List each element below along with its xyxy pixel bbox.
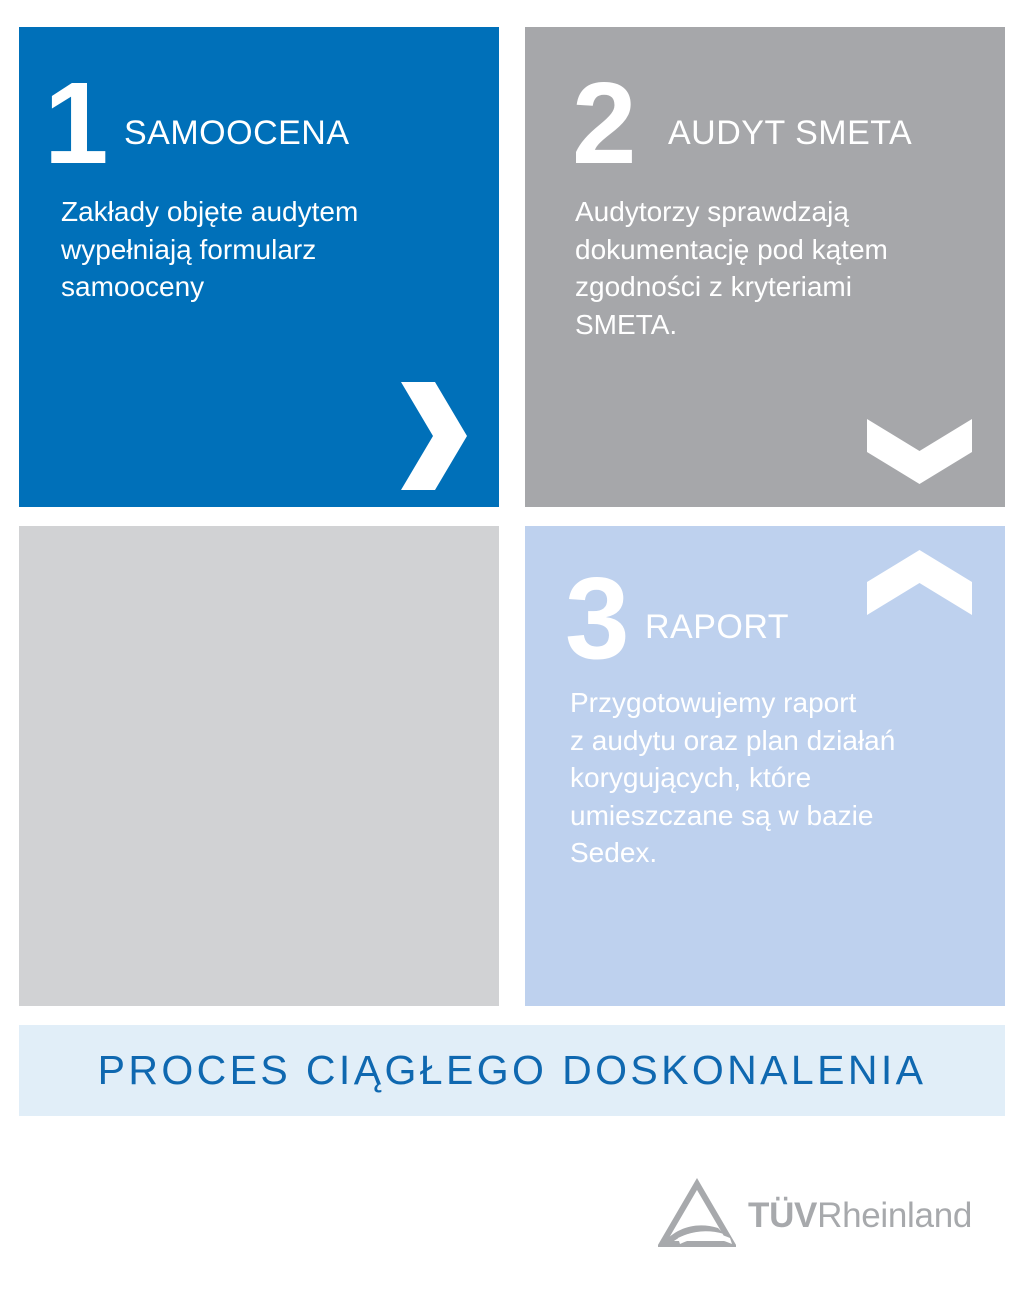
step-1-tile — [19, 27, 499, 507]
continuous-improvement-banner — [19, 1025, 1005, 1116]
step-description — [61, 193, 358, 306]
step-description-line: z audytu oraz plan działań — [570, 724, 896, 756]
step-description-line: zgodności z kryteriami — [575, 271, 852, 302]
chevron-up-icon — [867, 550, 972, 615]
step-number: 3 — [565, 553, 630, 683]
step-3-tile — [525, 526, 1005, 1006]
logo-brand-bold: TÜV — [748, 1196, 818, 1235]
step-description-line: Zakłady objęte audytem — [61, 196, 359, 227]
empty-tile — [19, 526, 499, 1006]
logo-brand-regular: Rheinland — [817, 1196, 973, 1235]
step-description-line: Audytorzy sprawdzają — [575, 196, 849, 227]
step-description-line: samooceny — [61, 271, 205, 302]
step-description-line: wypełniają formularz — [61, 233, 317, 265]
tuv-rheinland-logo — [658, 1178, 1008, 1250]
step-title: AUDYT SMETA — [668, 114, 913, 152]
step-title: SAMOOCENA — [124, 114, 350, 152]
logo-text — [748, 1196, 972, 1236]
tuv-triangle-icon — [658, 1178, 736, 1248]
step-description-line: Przygotowujemy raport — [570, 687, 857, 718]
step-number: 1 — [44, 58, 109, 188]
step-description-line: dokumentację pod kątem — [575, 233, 888, 265]
step-description — [575, 193, 888, 343]
step-description-line: korygujących, które — [570, 762, 812, 793]
chevron-right-icon — [401, 382, 467, 490]
chevron-down-icon — [867, 419, 972, 484]
step-description-line: SMETA. — [575, 308, 678, 340]
step-description-line: umieszczane są w bazie — [570, 799, 874, 831]
step-description — [570, 684, 895, 872]
step-number: 2 — [572, 58, 637, 188]
banner-text: PROCES CIĄGŁEGO DOSKONALENIA — [97, 1047, 927, 1093]
step-2-tile — [525, 27, 1005, 507]
step-description-line: Sedex. — [570, 837, 658, 868]
step-title: RAPORT — [645, 608, 790, 646]
